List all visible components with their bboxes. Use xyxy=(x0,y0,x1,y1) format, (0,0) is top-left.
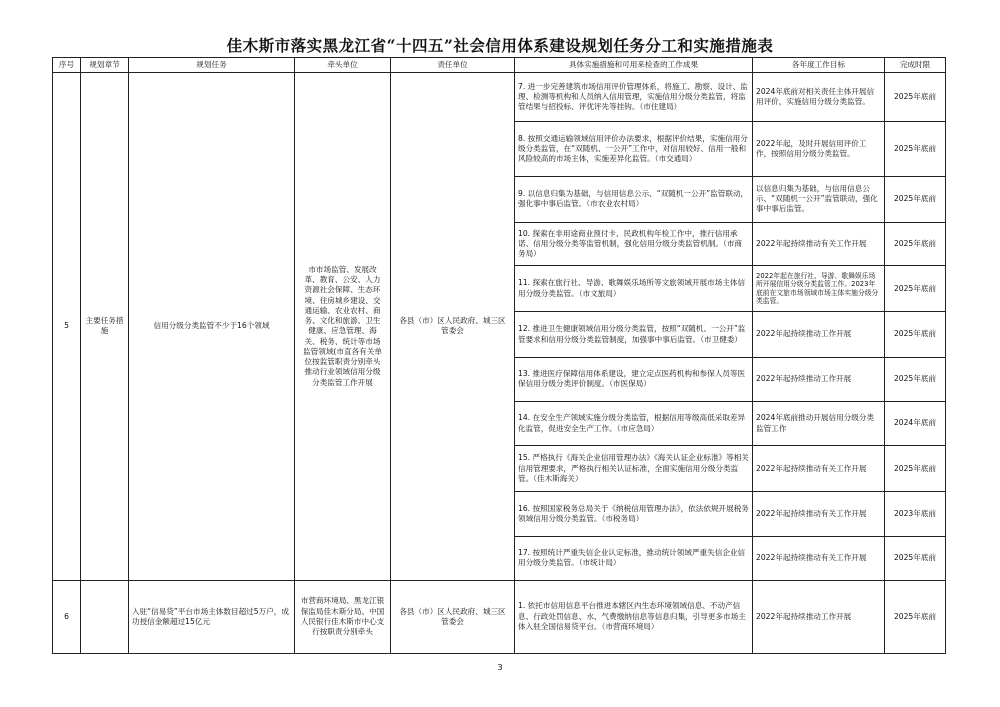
goal-cell: 2022年起持续推动有关工作开展 xyxy=(753,537,885,581)
goal-cell: 2022年起，及时开展信用评价工作，按照信用分级分类监管。 xyxy=(753,122,885,177)
row-resp: 各县（市）区人民政府、城三区管委会 xyxy=(391,580,515,653)
row-chapter: 主要任务措施 xyxy=(81,73,129,581)
goal-cell: 2024年底前推动开展信用分级分类监管工作 xyxy=(753,401,885,446)
header-resp: 责任单位 xyxy=(391,58,515,73)
table-header-row xyxy=(53,58,946,73)
row-resp: 各县（市）区人民政府、城三区管委会 xyxy=(391,73,515,581)
deadline-cell: 2025年底前 xyxy=(885,222,946,266)
row-no: 6 xyxy=(53,580,81,653)
measure-cell: 13. 推进医疗保障信用体系建设，建立定点医药机构和参保人员等医保信用分级分类评价制度。（市医保局） xyxy=(515,357,753,401)
measure-cell: 17. 按照统计严重失信企业认定标准，推动统计领域严重失信企业信用分级分类监管。（市统计局） xyxy=(515,537,753,581)
goal-cell: 2022年起持续推动工作开展 xyxy=(753,312,885,358)
header-no: 序号 xyxy=(53,58,81,73)
row-no: 5 xyxy=(53,73,81,581)
goal-cell: 2022年起持续推动工作开展 xyxy=(753,357,885,401)
measure-cell: 14. 在安全生产领域实施分级分类监管，根据信用等级高低采取差异化监管，促进安全生产工作。（市应急局） xyxy=(515,401,753,446)
goal-cell: 2024年底前对相关责任主体开展信用评价，实施信用分级分类监管。 xyxy=(753,73,885,122)
row-lead: 市市场监管、发展改革、教育、公安、人力资源社会保障、生态环境、住房城乡建设、交通运输、农业农村、商务、文化和旅游、卫生健康、应急管理、海关、税务、统计等市场监管领域(市直各有关单位按监管职责分别牵头推动行业领域信用分级分类监管工作开展 xyxy=(295,73,391,581)
goal-cell: 2022年起在旅行社、导游、歌舞娱乐场所开展信用分级分类监管工作。2023年底前在文旅市场领域市场主体实施分级分类监管。 xyxy=(753,266,885,312)
page-number: 3 xyxy=(497,663,503,672)
header-lead: 牵头单位 xyxy=(295,58,391,73)
measure-cell: 16. 按照国家税务总局关于《纳税信用管理办法》，依法依规开展税务领域信用分级分类监管。（市税务局） xyxy=(515,492,753,537)
page-title: 佳木斯市落实黑龙江省“十四五”社会信用体系建设规划任务分工和实施措施表 xyxy=(226,36,774,55)
goal-cell: 2022年起持续推动有关工作开展 xyxy=(753,222,885,266)
deadline-cell: 2025年底前 xyxy=(885,312,946,358)
deadline-cell: 2025年底前 xyxy=(885,176,946,222)
measure-cell: 1. 依托市信用信息平台推进本辖区内生态环境领域信息、不动产信息、行政处罚信息、水、气费缴纳信息等信息归集，引导更多市场主体入驻全国信易贷平台。（市营商环境局） xyxy=(515,580,753,653)
deadline-cell: 2025年底前 xyxy=(885,122,946,177)
row-lead: 市营商环境局、黑龙江银保监局佳木斯分局、中国人民银行佳木斯市中心支行按职责分别牵头 xyxy=(295,580,391,653)
deadline-cell: 2025年底前 xyxy=(885,446,946,492)
goal-cell: 2022年起持续推动工作开展 xyxy=(753,580,885,653)
header-measure: 具体实施措施和可用来检查的工作成果 xyxy=(515,58,753,73)
measure-cell: 9. 以信息归集为基础，与信用信息公示、“双随机一公开”监管联动，强化事中事后监管。（市农业农村局） xyxy=(515,176,753,222)
deadline-cell: 2025年底前 xyxy=(885,73,946,122)
header-chapter: 规划章节 xyxy=(81,58,129,73)
header-goal: 各年度工作目标 xyxy=(753,58,885,73)
goal-cell: 2022年起持续推动有关工作开展 xyxy=(753,446,885,492)
measure-cell: 8. 按照交通运输领域信用评价办法要求，根据评价结果，实施信用分级分类监管，在“双随机、一公开”工作中，对信用较好、信用一般和风险较高的市场主体，实施差异化监管。（市交通局） xyxy=(515,122,753,177)
goal-cell: 以信息归集为基础，与信用信息公示、“双随机一公开”监管联动，强化事中事后监管。 xyxy=(753,176,885,222)
row-task: 入驻“信易贷”平台市场主体数目超过5万户，成功授信金额超过15亿元 xyxy=(129,580,295,653)
deadline-cell: 2024年底前 xyxy=(885,401,946,446)
measure-cell: 12. 推进卫生健康领域信用分级分类监管，按照“双随机、一公开”监管要求和信用分级分类监管制度，加强事中事后监管。（市卫健委） xyxy=(515,312,753,358)
deadline-cell: 2025年底前 xyxy=(885,580,946,653)
header-task: 规划任务 xyxy=(129,58,295,73)
row-task: 信用分级分类监管不少于16个领域 xyxy=(129,73,295,581)
measure-cell: 10. 探索在非用途商业预付卡、民政机构年检工作中，推行信用承诺、信用分级分类等监管机制，强化信用分级分类监管机制。（市商务局） xyxy=(515,222,753,266)
measure-cell: 15. 严格执行《海关企业信用管理办法》《海关认证企业标准》等相关信用管理要求，严格执行相关认证标准，全面实施信用分级分类监管。（佳木斯海关） xyxy=(515,446,753,492)
header-deadline: 完成时限 xyxy=(885,58,946,73)
deadline-cell: 2025年底前 xyxy=(885,266,946,312)
goal-cell: 2022年起持续推动有关工作开展 xyxy=(753,492,885,537)
row-chapter xyxy=(81,580,129,653)
deadline-cell: 2025年底前 xyxy=(885,537,946,581)
task-table xyxy=(52,57,946,654)
table-row xyxy=(53,73,946,122)
measure-cell: 11. 探索在旅行社、导游、歌舞娱乐场所等文旅领域开展市场主体信用分级分类监管。（市文旅局） xyxy=(515,266,753,312)
deadline-cell: 2023年底前 xyxy=(885,492,946,537)
table-row xyxy=(53,580,946,653)
measure-cell: 7. 进一步完善建筑市场信用评价管理体系，将施工、勘察、设计、监理、检测等机构和人员纳入信用管理，实施信用分级分类监管，将监管结果与招投标、评优评先等挂钩。（市住建局） xyxy=(515,73,753,122)
deadline-cell: 2025年底前 xyxy=(885,357,946,401)
